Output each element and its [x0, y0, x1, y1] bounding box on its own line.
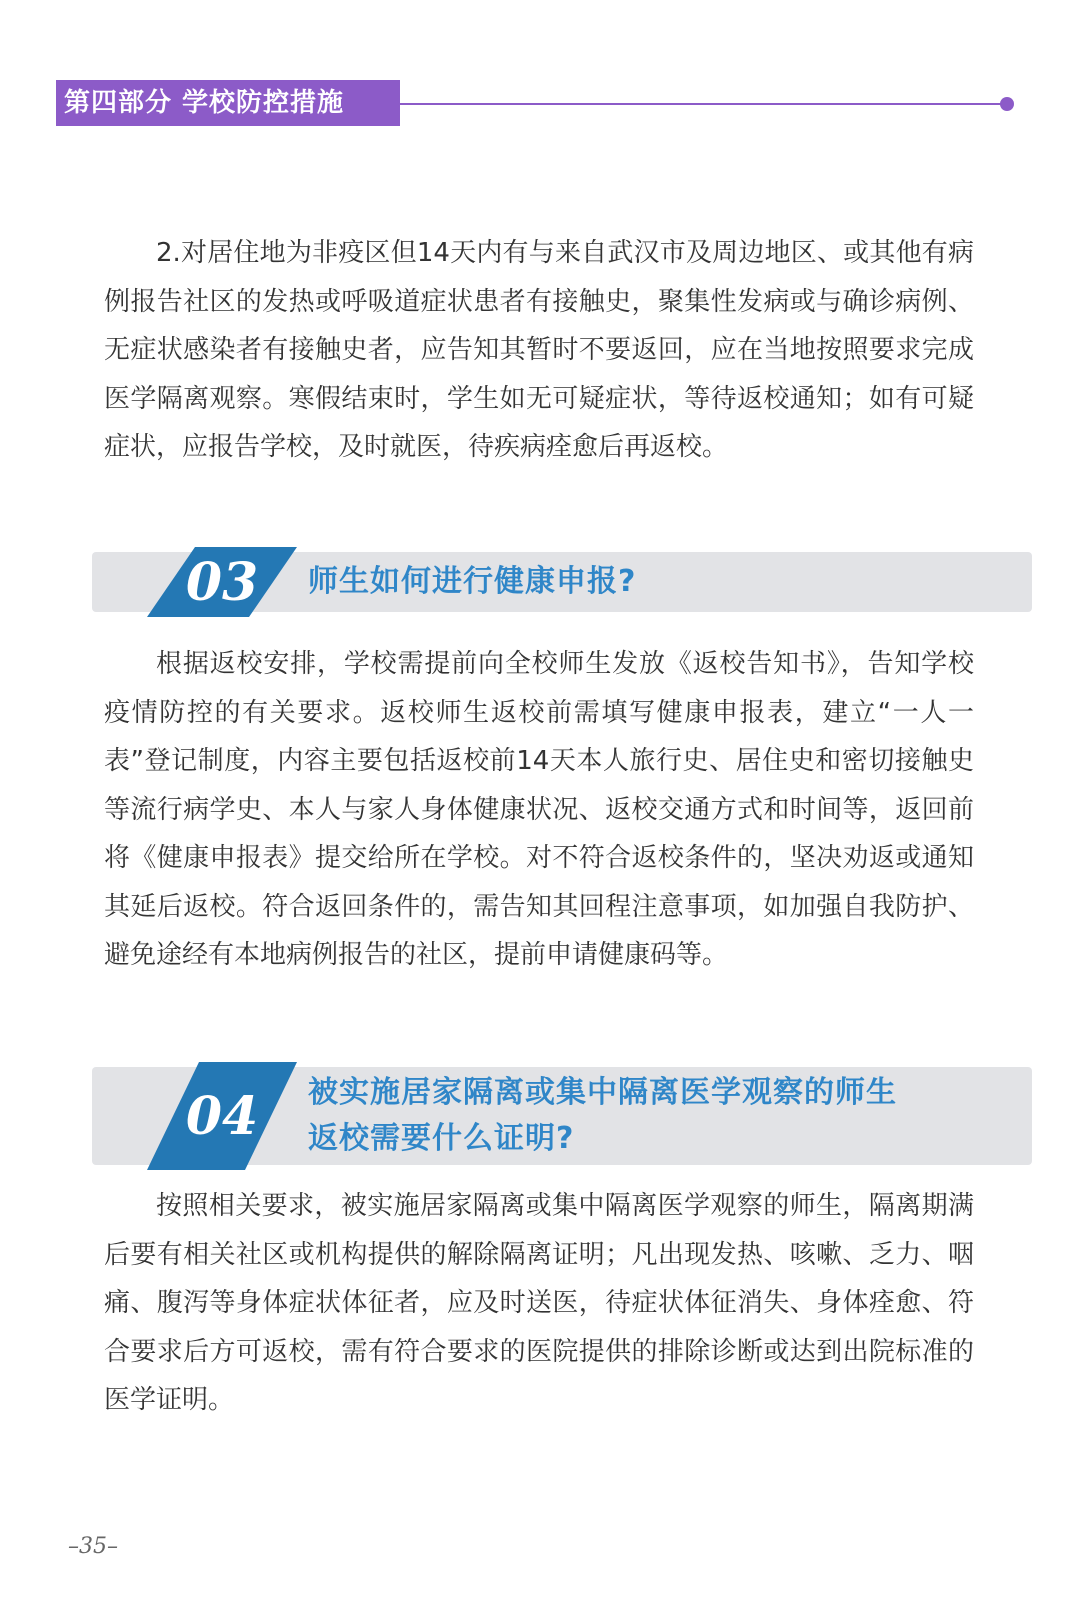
section-04-number-badge: [147, 1062, 297, 1170]
section-04-title-line2: 返校需要什么证明?: [308, 1121, 575, 1156]
header-rule-line: [400, 103, 1006, 105]
paragraph-quarantine-certificate: 按照相关要求，被实施居家隔离或集中隔离医学观察的师生，隔离期满后要有相关社区或机构提供的解除隔离证明；凡出现发热、咳嗽、乏力、咽痛、腹泻等身体症状体征者，应及时送医，待症状体征消失、身体痊愈、符合要求后方可返校，需有符合要求的医院提供的排除诊断或达到出院标准的医学证明。: [104, 1191, 974, 1415]
section-04-number: 04: [185, 1086, 259, 1147]
page-number: –35–: [68, 1534, 118, 1559]
header-rule-dot: [1000, 97, 1014, 111]
section-04-title-line1: 被实施居家隔离或集中隔离医学观察的师生: [308, 1075, 897, 1110]
section-03-number: 03: [185, 552, 259, 613]
paragraph-health-declaration: 根据返校安排，学校需提前向全校师生发放《返校告知书》，告知学校疫情防控的有关要求。返校师生返校前需填写健康申报表，建立“一人一表”登记制度，内容主要包括返校前14天本人旅行史、居住史和密切接触史等流行病学史、本人与家人身体健康状况、返校交通方式和时间等，返回前将《健康申报表》提交给所在学校。对不符合返校条件的，坚决劝返或通知其延后返校。符合返回条件的，需告知其回程注意事项，如加强自我防护、避免途经有本地病例报告的社区，提前申请健康码等。: [104, 649, 974, 970]
section-04-title: [308, 1070, 897, 1162]
section-03-title: 师生如何进行健康申报?: [308, 564, 637, 599]
paragraph-returning-from-non-epidemic-area: 2.对居住地为非疫区但14天内有与来自武汉市及周边地区、或其他有病例报告社区的发热或呼吸道症状患者有接触史，聚集性发病或与确诊病例、无症状感染者有接触史者，应告知其暂时不要返回，应在当地按照要求完成医学隔离观察。寒假结束时，学生如无可疑症状，等待返校通知；如有可疑症状，应报告学校，及时就医，待疾病痊愈后再返校。: [104, 238, 974, 462]
section-03-number-badge: [147, 547, 297, 617]
section-header-label: 第四部分 学校防控措施: [56, 80, 400, 126]
